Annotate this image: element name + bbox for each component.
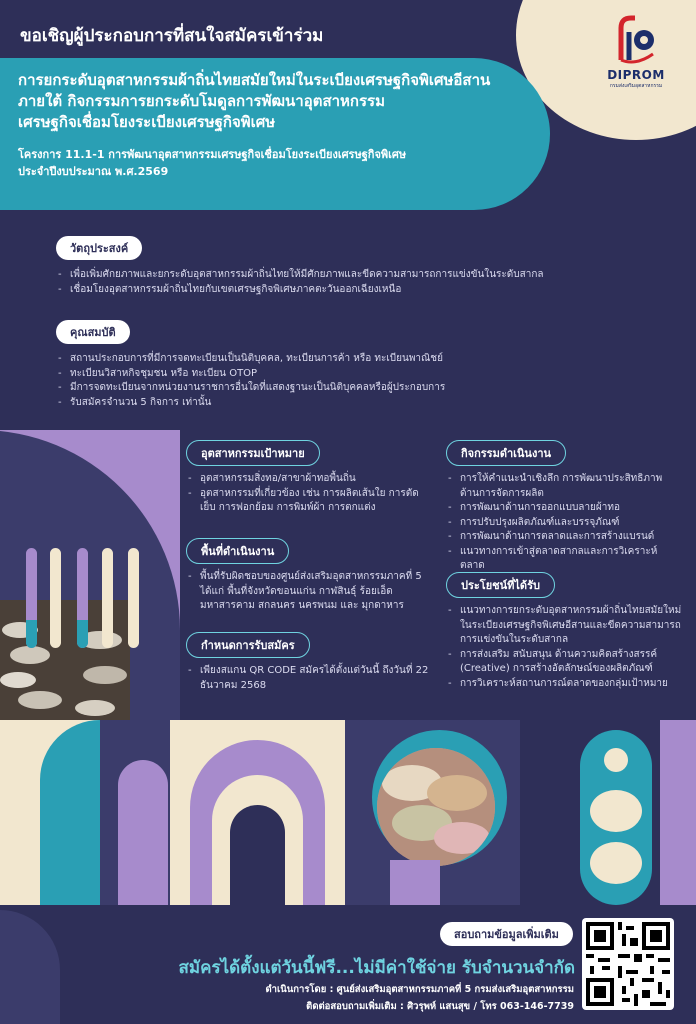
deco-purple-arch	[118, 760, 168, 910]
deco-dot	[590, 790, 642, 832]
benefits-label: ประโยชน์ที่ได้รับ	[446, 572, 555, 598]
deco-purple-strip	[660, 720, 696, 910]
footer-headline: สมัครได้ตั้งแต่วันนี้ฟรี...ไม่มีค่าใช้จ่าย รับจำนวนจำกัด	[178, 958, 575, 978]
footer-contact: ติดต่อสอบถามเพิ่มเติม : ศิวรุพห์ แสนสุข / โทร 063-146-7739	[306, 1001, 574, 1012]
objectives-section	[56, 236, 636, 297]
deco-bar	[50, 548, 61, 648]
deadline-section	[186, 632, 431, 693]
contact-pill	[440, 922, 573, 946]
deco-arch-inner	[230, 805, 285, 910]
deco-dot	[590, 842, 642, 884]
banner-text	[18, 70, 558, 180]
list-item: - มีการจดทะเบียนจากหน่วยงานราชการอื่นใดที่แสดงฐานะเป็นนิติบุคคลหรือผู้ประกอบการ	[56, 381, 636, 396]
list-item: - เพื่อเพิ่มศักยภาพและยกระดับอุตสาหกรรมผ้าถิ่นไทยให้มีศักยภาพและขีดความสามารถการแข่งขันในระดับสากล	[56, 268, 636, 283]
contact-label: สอบถามข้อมูลเพิ่มเติม	[440, 922, 573, 946]
list-item: - การปรับปรุงผลิตภัณฑ์และบรรจุภัณฑ์	[446, 516, 678, 531]
banner-line-3: เศรษฐกิจเชื่อมโยงระเบียงเศรษฐกิจพิเศษ	[18, 113, 276, 131]
logo-name: DIPROM	[607, 68, 665, 82]
deadline-label: กำหนดการรับสมัคร	[186, 632, 310, 658]
fiscal-year: ประจำปีงบประมาณ พ.ศ.2569	[18, 164, 169, 178]
target-industry-section	[186, 440, 431, 516]
list-item: - พื้นที่รับผิดชอบของศูนย์ส่งเสริมอุตสาหกรรมภาคที่ 5 ได้แก่ พื้นที่จังหวัดขอนแก่น กาฬสินธุ์ ร้อยเอ็ด มหาสารคาม สกลนคร นครพนม และ มุกดาหาร	[186, 570, 436, 614]
objectives-label: วัตถุประสงค์	[56, 236, 142, 260]
list-item: - ทะเบียนวิสาหกิจชุมชน หรือ ทะเบียน OTOP	[56, 367, 636, 382]
benefits-section	[446, 572, 682, 691]
qr-code[interactable]	[582, 918, 674, 1010]
qualifications-label: คุณสมบัติ	[56, 320, 130, 344]
target-industry-label: อุตสาหกรรมเป้าหมาย	[186, 440, 320, 466]
list-item: - สถานประกอบการที่มีการจดทะเบียนเป็นนิติบุคคล, ทะเบียนการค้า หรือ ทะเบียนพาณิชย์	[56, 352, 636, 367]
list-item: - การส่งเสริม สนับสนุน ด้านความคิดสร้างสรรค์ (Creative) การสร้างอัตลักษณ์ของผลิตภัณฑ์	[446, 648, 682, 677]
logo-subtitle: กรมส่งเสริมอุตสาหกรรม	[609, 83, 663, 89]
list-item: - เชื่อมโยงอุตสาหกรรมผ้าถิ่นไทยกับเขตเศรษฐกิจพิเศษภาคตะวันออกเฉียงเหนือ	[56, 283, 636, 298]
list-item: - การพัฒนาด้านการออกแบบลายผ้าทอ	[446, 501, 678, 516]
activities-label: กิจกรรมดำเนินงาน	[446, 440, 566, 466]
area-section	[186, 538, 436, 614]
list-item: - อุตสาหกรรมที่เกี่ยวข้อง เช่น การผลิตเส้นใย การตัดเย็บ การฟอกย้อม การพิมพ์ผ้า การตกแต่ง	[186, 487, 431, 516]
list-item: - การวิเคราะห์สถานการณ์ตลาดของกลุ่มเป้าหมาย	[446, 677, 682, 692]
qualifications-section	[56, 320, 636, 410]
silk-yarn-photo	[377, 748, 495, 866]
list-item: - เพียงสแกน QR CODE สมัครได้ตั้งแต่วันนี้ ถึงวันที่ 22 ธันวาคม 2568	[186, 664, 431, 693]
deco-bar	[77, 620, 88, 648]
deco-bar	[102, 548, 113, 648]
list-item: - รับสมัครจำนวน 5 กิจการ เท่านั้น	[56, 396, 636, 411]
qr-code-icon	[582, 918, 674, 1010]
list-item: - แนวทางการยกระดับอุตสาหกรรมผ้าถิ่นไทยสมัยใหม่ในระเบียงเศรษฐกิจพิเศษอีสานและขีดความสามารถการแข่งขันในระดับสากล	[446, 604, 682, 648]
deco-teal	[40, 720, 100, 910]
deco-bar	[128, 548, 139, 648]
list-item: - การให้คำแนะนำเชิงลึก การพัฒนาประสิทธิภาพด้านการจัดการผลิต	[446, 472, 678, 501]
list-item: - อุตสาหกรรมสิ่งทอ/สาขาผ้าทอพื้นถิ่น	[186, 472, 431, 487]
invite-title: ขอเชิญผู้ประกอบการที่สนใจสมัครเข้าร่วม	[20, 26, 324, 46]
activities-section	[446, 440, 678, 574]
deco-bar	[26, 620, 37, 648]
deco-purple-square	[390, 860, 440, 910]
project-name: โครงการ 11.1-1 การพัฒนาอุตสาหกรรมเศรษฐกิจเชื่อมโยงระเบียงเศรษฐกิจพิเศษ	[18, 148, 407, 161]
list-item: - การพัฒนาด้านการตลาดและการสร้างแบรนด์	[446, 530, 678, 545]
diprom-emblem-icon	[613, 14, 659, 64]
banner-line-1: การยกระดับอุตสาหกรรมผ้าถิ่นไทยสมัยใหม่ในระเบียงเศรษฐกิจพิเศษอีสาน	[18, 71, 491, 89]
deco-dot	[604, 748, 628, 772]
area-label: พื้นที่ดำเนินงาน	[186, 538, 289, 564]
banner-line-2: ภายใต้ กิจกรรมการยกระดับโมดูลการพัฒนาอุตสาหกรรม	[18, 92, 386, 110]
list-item: - แนวทางการเข้าสู่ตลาดสากลและการวิเคราะห์ตลาด	[446, 545, 678, 574]
silk-yarn-icon	[377, 748, 495, 866]
footer-operator: ดำเนินการโดย : ศูนย์ส่งเสริมอุตสาหกรรมภาคที่ 5 กรมส่งเสริมอุตสาหกรรม	[265, 984, 574, 995]
diprom-logo	[596, 14, 676, 90]
